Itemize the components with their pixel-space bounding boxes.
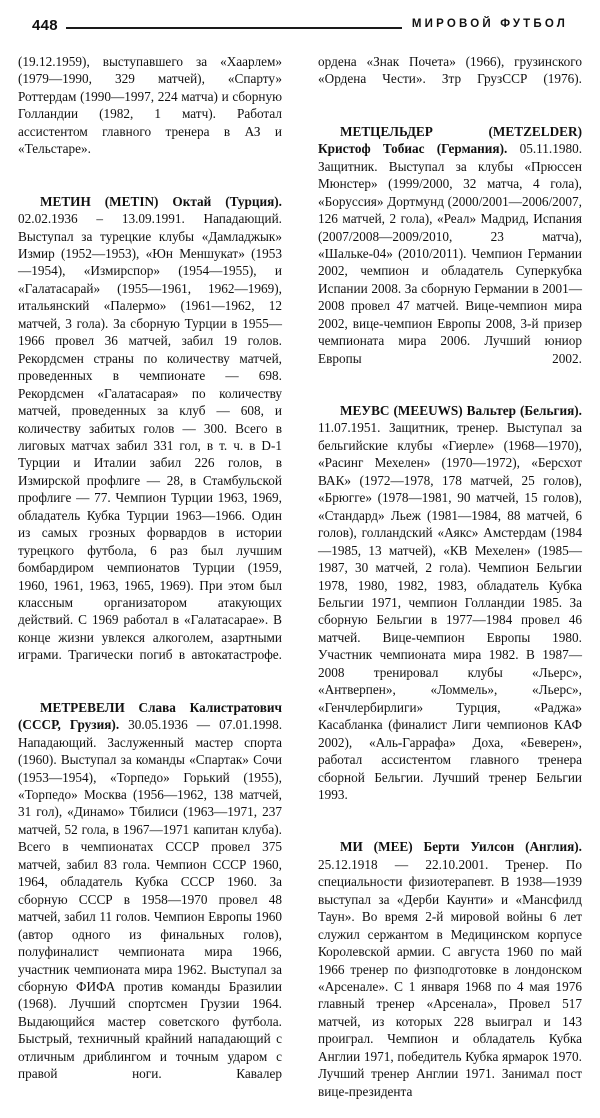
paragraph-gap — [318, 105, 582, 122]
entry-headword: МЕУВС (MEEUWS) Вальтер (Бельгия). — [340, 403, 582, 419]
dictionary-entry — [318, 402, 582, 821]
paragraph-gap — [18, 681, 282, 698]
entry-body: 02.02.1936 – 13.09.1991. Нападающий. Выступал за турецкие клубы «Дамладжык» Измир (1952—1953), «Юн Меншукат» (1953—1954), «Измирспор» (1954—1955), и «Галатасарай» (1955—1961, 1962—1969), итальянский «Палермо» (1961—1962, 12 матчей, 3 гола). За сборную Турции в 1955—1966 провел 36 матчей, забил 19 голов. Рекордсмен страны по количеству матчей, проведенных в чемпионате — 698. Рекордсмен «Галатасарая» по количеству матчей, проведенных за клуб — 608, и количеству забитых голов — 300. Всего в лиговых матчах забил 331 гол, в т. ч. в D-1 Турции и Италии забил 226 голов, в Измирской профлиге — 28, в Стамбульской профлиге — 77. Чемпион Турции 1963, 1969, обладатель Кубка Турции 1963—1966. Один из самых грозных форвардов в истории турецкого футбола, 6 раз был лучшим бомбардиром чемпионатов Турции (1959, 1960, 1961, 1963, 1965, 1969). При этом был классным организатором атакующих действий. С 1969 работал в «Галатасарае». В конце жизни увлекся алкоголем, азартными играми. Трагически погиб в автокатастрофе. — [18, 211, 282, 663]
entry-headword: МЕТЦЕЛЬДЕР (METZELDER) Кристоф Тобиас (Германия). — [318, 123, 582, 157]
paragraph-continued: (19.12.1959), выступавшего за «Хаарлем» (1979—1990, 329 матчей), «Спарту» Роттердам (1990—1997, 224 матча) и сборную Голландии (1982, 1 матч). Работал ассистентом главного тренера в АЗ и «Тельстаре». — [18, 54, 282, 157]
paragraph-continued: ордена «Знак Почета» (1966), грузинского «Ордена Чести». Зтр ГрузССР (1976). — [318, 54, 582, 87]
dictionary-entry — [18, 193, 282, 682]
entry-body: 05.11.1980. Защитник. Выступал за клубы «Прюссен Мюнстер» (1999/2000, 32 матча, 4 гола), «Боруссия» Дортмунд (2000/2001—2006/2007, 126 матчей, 2 гола), «Реал» Мадрид, Испания (2007/2008—2009/2010, 23 матча), «Шальке-04» (2010/2011). Чемпион Германии 2002, чемпион и обладатель Суперкубка Испании 2008. За сборную Германии в 2001—2008 провел 47 матчей. Вице-чемпион мира 2002, вице-чемпион Европы 2008, 3-й призер чемпионата мира 2006. Лучший юниор Европы 2002. — [318, 141, 583, 366]
column-gutter — [282, 53, 318, 889]
entry-body: 25.12.1918 — 22.10.2001. Тренер. По специальности физиотерапевт. В 1938—1939 выступал за «Дерби Каунти» и «Мансфилд Таун». Во время 2-й мировой войны 6 лет служил сержантом в Медицинском корпусе Королевской армии. С августа 1960 по май 1966 тренер по физподготовке в лондонском «Арсенале». С 1 января 1968 по 4 мая 1976 главный тренер «Арсенала», Провел 517 матчей, из которых 228 выиграл и 143 проиграл. Чемпион и обладатель Кубка Англии 1971, победитель Кубка ярмарок 1970. Лучший тренер Англии 1971. Занимал пост вице-президента — [318, 856, 582, 1099]
paragraph-gap — [318, 821, 582, 838]
running-head — [32, 14, 568, 36]
entry-headword: МИ (MEE) Берти Уилсон (Англия). — [340, 839, 582, 855]
column-left — [18, 53, 283, 1082]
entry-body: 30.05.1936 — 07.01.1998. Нападающий. Заслуженный мастер спорта (1960). Выступал за команды «Спартак» Сочи (1953—1954), «Торпедо» Горький (1955), «Торпедо» Москва (1956—1962, 138 матчей, 31 гол), «Динамо» Тбилиси (1963—1971, 237 матчей, 52 гола, в 1967—1971 капитан клуба). Всего в чемпионатах СССР провел 375 матчей, забил 83 гола. Чемпион СССР 1960, 1964, обладатель Кубка СССР 1960. За сборную СССР в 1958—1970 провел 48 матчей, забил 11 голов. Чемпион Европы 1960 (автор одного из финальных голов), полуфиналист чемпионата мира 1966, участник чемпионата мира 1962. Выступал за сборную ФИФА против команды Бразилии (1968). Лучший спортсмен Грузии 1964. Выдающийся мастер советского футбола. Быстрый, техничный крайний нападающий с отличным дриблингом и точным ударом с правой ноги. Кавалер — [18, 717, 283, 1082]
entry-headword: МЕТРЕВЕЛИ Слава Калистратович (СССР, Грузия). — [18, 699, 282, 733]
dictionary-entry — [318, 838, 582, 1117]
running-head-title: МИРОВОЙ ФУТБОЛ — [411, 18, 568, 31]
column-right — [318, 53, 583, 1099]
header-rule — [66, 27, 402, 29]
page-number: 448 — [32, 16, 58, 34]
entry-headword: МЕТИН (METIN) Октай (Турция). — [40, 193, 282, 209]
entry-body: 11.07.1951. Защитник, тренер. Выступал за бельгийские клубы «Гиерле» (1968—1970), «Расинг Мехелен» (1970—1972), «Берсхот ВАК» (1972—1978, 178 матчей, 25 голов), «Брюгге» (1978—1981, 90 матчей, 15 голов), «Стандард» Льеж (1981—1984, 88 матчей, 6 голов), голландский «Аякс» Амстердам (1984—1985, 13 матчей), «КВ Мехелен» (1985—1987, 30 матчей, 2 гола). Чемпион Бельгии 1978, 1980, 1982, 1983, обладатель Кубка Бельгии 1971, чемпион Голландии 1985. За сборную Бельгии в 1977—1984 провел 46 матчей. Вице-чемпион Европы 1980. Участник чемпионата мира 1982. В 1987—2008 тренировал клубы «Льерс», «Антверпен», «Ломмель», «Льерс», «Генчлербирлиги» Турция, «Раджа» Касабланка (финалист Лиги чемпионов КАФ 2002), «Аль-Гаррафа» Доха, «Беверен», работал ассистентом главного тренера сборной Бельгии. Лучший тренер Бельгии 1993. — [318, 420, 582, 802]
text-columns — [18, 53, 583, 1099]
paragraph-gap — [318, 385, 582, 402]
dictionary-entry — [18, 699, 282, 1100]
paragraph-gap — [18, 175, 282, 192]
dictionary-entry — [318, 123, 582, 385]
